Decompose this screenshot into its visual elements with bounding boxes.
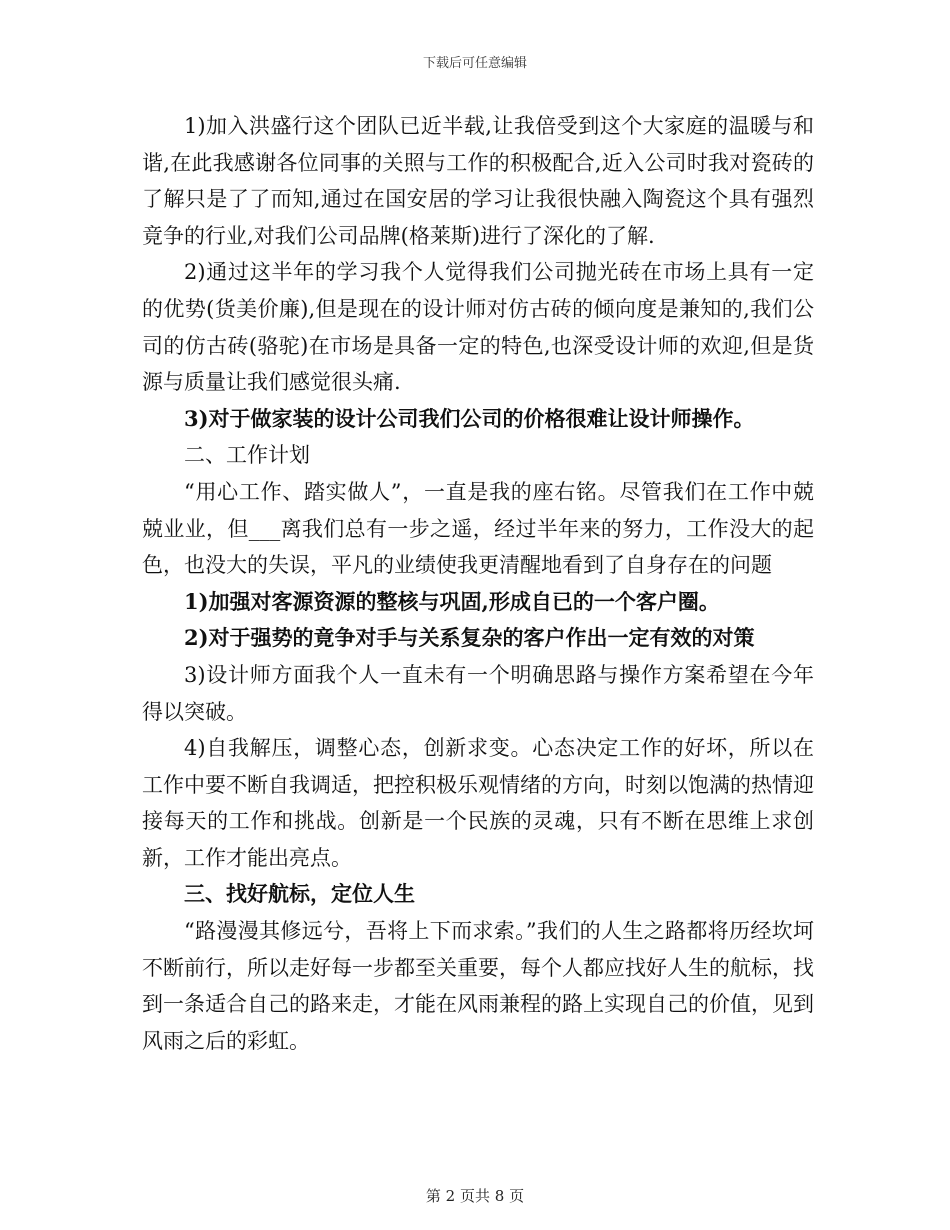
plan-item-3: 3)设计师方面我个人一直未有一个明确思路与操作方案希望在今年得以突破。 bbox=[142, 662, 814, 724]
paragraph-1: 1)加入洪盛行这个团队已近半载,让我倍受到这个大家庭的温暖与和谐,在此我感谢各位同事的关照与工作的积极配合,近入公司时我对瓷砖的了解只是了了而知,通过在国安居的学习让我很快融入陶瓷这个具有强烈竟争的行业,对我们公司品牌(格莱斯)进行了深化的了解. bbox=[142, 114, 814, 248]
page-header: 下载后可任意编辑 bbox=[422, 56, 527, 71]
plan-item-1: 1)加强对客源资源的整核与巩固,形成自已的一个客户圈。 bbox=[184, 588, 720, 614]
paragraph-motto: “用心工作、踏实做人”，一直是我的座右铭。尽管我们在工作中兢兢业业，但___离我们总有一步之遥，经过半年来的努力，工作没大的起色，也没大的失误，平凡的业绩使我更清醒地看到了自身存在的问题 bbox=[142, 479, 814, 578]
paragraph-closing: “路漫漫其修远兮，吾将上下而求索。”我们的人生之路都将历经坎坷不断前行，所以走好每一步都至关重要，每个人都应找好人生的航标，找到一条适合自己的路来走，才能在风雨兼程的路上实现自己的价值，见到风雨之后的彩虹。 bbox=[142, 919, 814, 1053]
plan-item-2: 2)对于强势的竟争对手与关系复杂的客户作出一定有效的对策 bbox=[184, 625, 755, 651]
page-footer: 第 2 页共 8 页 bbox=[425, 1187, 525, 1205]
document-body bbox=[142, 108, 814, 1059]
paragraph-2: 2)通过这半年的学习我个人觉得我们公司抛光砖在市场上具有一定的优势(货美价廉),但是现在的设计师对仿古砖的倾向度是兼知的,我们公司的仿古砖(骆驼)在市场是具备一定的特色,也深受设计师的欢迎,但是货源与质量让我们感觉很头痛. bbox=[142, 260, 814, 395]
section-heading-work-plan: 二、工作计划 bbox=[184, 443, 310, 468]
plan-item-4: 4)自我解压，调整心态，创新求变。心态决定工作的好坏，所以在工作中要不断自我调适，把控积极乐观情绪的方向，时刻以饱满的热情迎接每天的工作和挑战。创新是一个民族的灵魂，只有不断在思维上求创新，工作才能出亮点。 bbox=[142, 736, 814, 870]
paragraph-3: 3)对于做家装的设计公司我们公司的价格很难让设计师操作。 bbox=[184, 405, 755, 431]
section-heading-navigation: 三、找好航标，定位人生 bbox=[184, 881, 415, 907]
